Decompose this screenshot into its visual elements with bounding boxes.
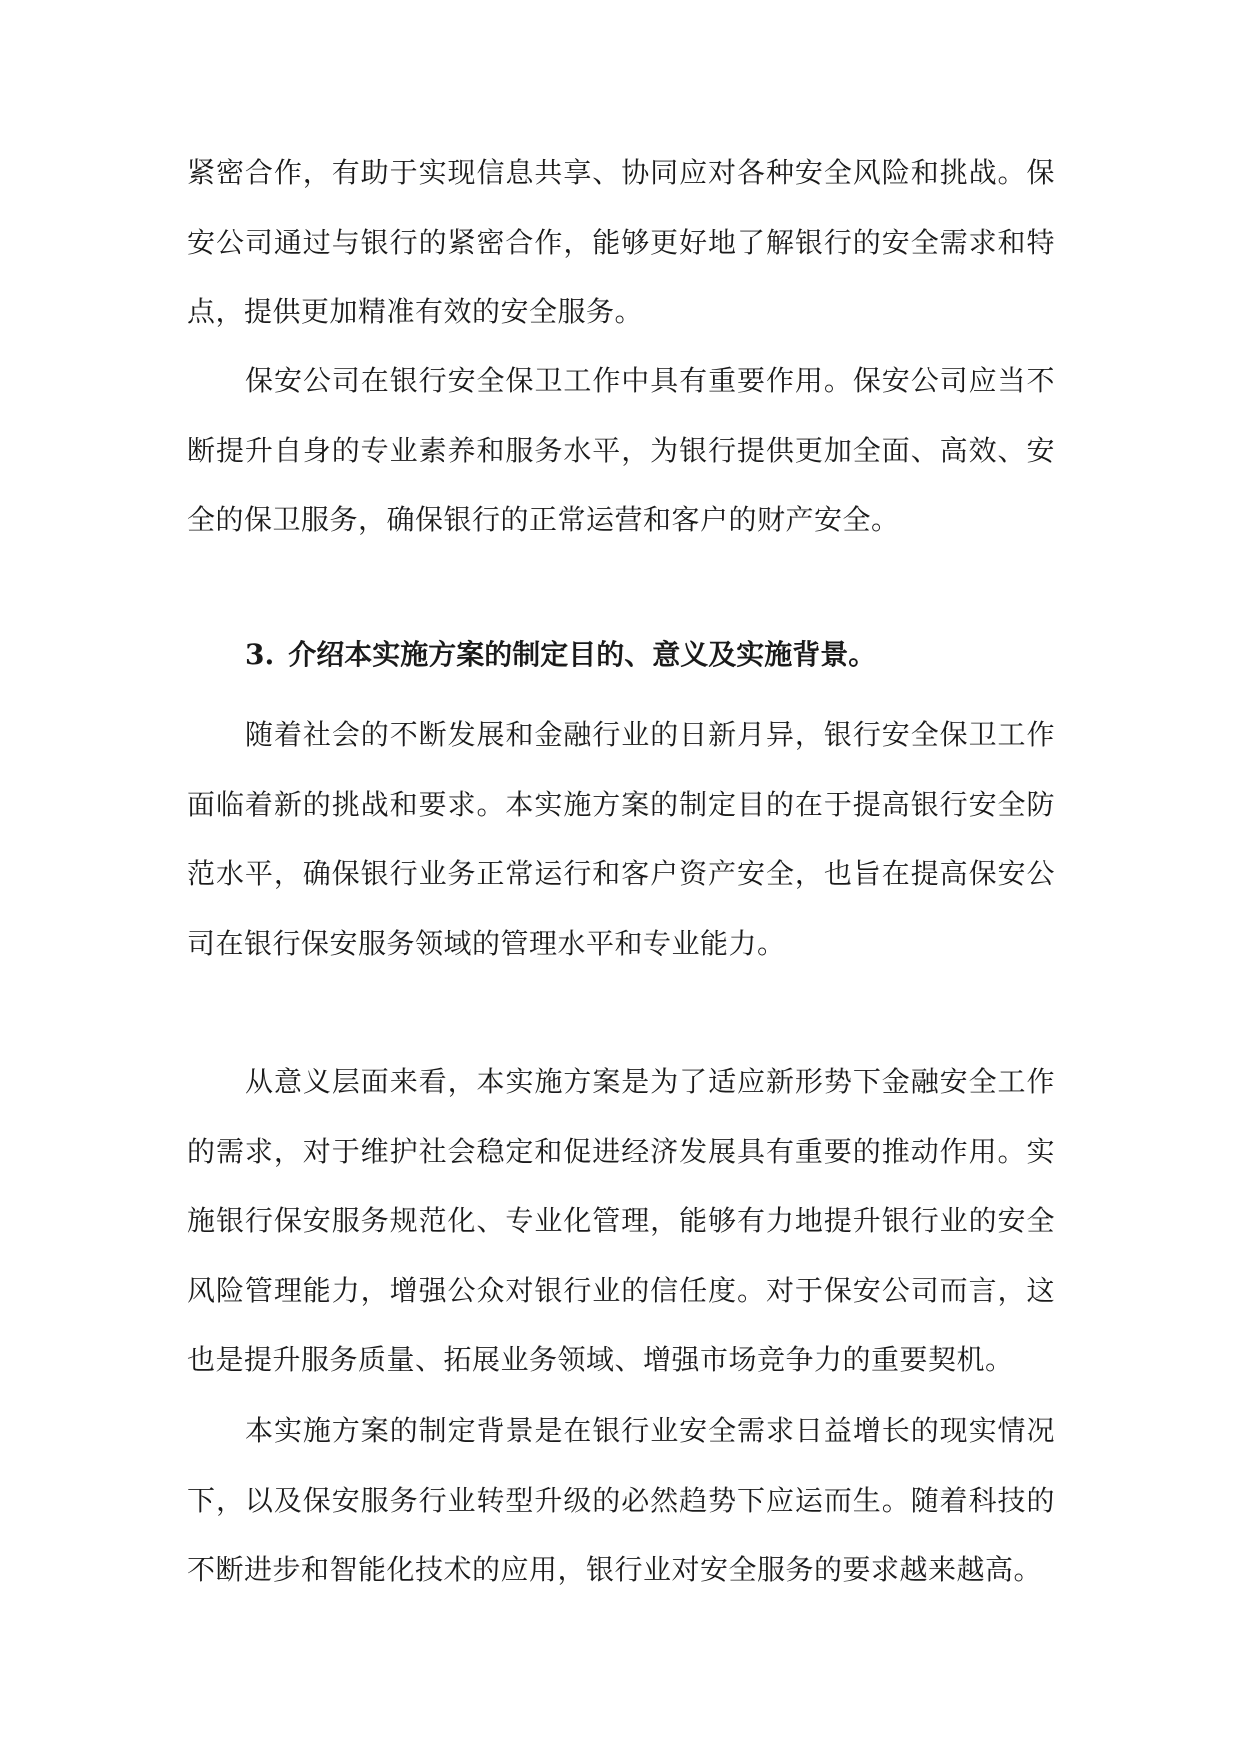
section-heading xyxy=(245,624,876,686)
paragraph-continued: 紧密合作，有助于实现信息共享、协同应对各种安全风险和挑战。保安公司通过与银行的紧密合作，能够更好地了解银行的安全需求和特点，提供更加精准有效的安全服务。 xyxy=(187,156,1055,328)
paragraph-background: 本实施方案的制定背景是在银行业安全需求日益增长的现实情况下，以及保安服务行业转型升级的必然趋势下应运而生。随着科技的不断进步和智能化技术的应用，银行业对安全服务的要求越来越高。 xyxy=(187,1414,1055,1586)
paragraph-purpose: 随着社会的不断发展和金融行业的日新月异，银行安全保卫工作面临着新的挑战和要求。本实施方案的制定目的在于提高银行安全防范水平，确保银行业务正常运行和客户资产安全，也旨在提高保安公司在银行保安服务领域的管理水平和专业能力。 xyxy=(187,718,1055,960)
paragraph-significance: 从意义层面来看，本实施方案是为了适应新形势下金融安全工作的需求，对于维护社会稳定和促进经济发展具有重要的推动作用。实施银行保安服务规范化、专业化管理，能够有力地提升银行业的安全风险管理能力，增强公众对银行业的信任度。对于保安公司而言，这也是提升服务质量、拓展业务领域、增强市场竞争力的重要契机。 xyxy=(187,1065,1055,1376)
section-number: 3. xyxy=(245,638,275,671)
paragraph-security-company-role: 保安公司在银行安全保卫工作中具有重要作用。保安公司应当不断提升自身的专业素养和服务水平，为银行提供更加全面、高效、安全的保卫服务，确保银行的正常运营和客户的财产安全。 xyxy=(187,364,1055,536)
section-title: 介绍本实施方案的制定目的、意义及实施背景。 xyxy=(288,638,877,671)
